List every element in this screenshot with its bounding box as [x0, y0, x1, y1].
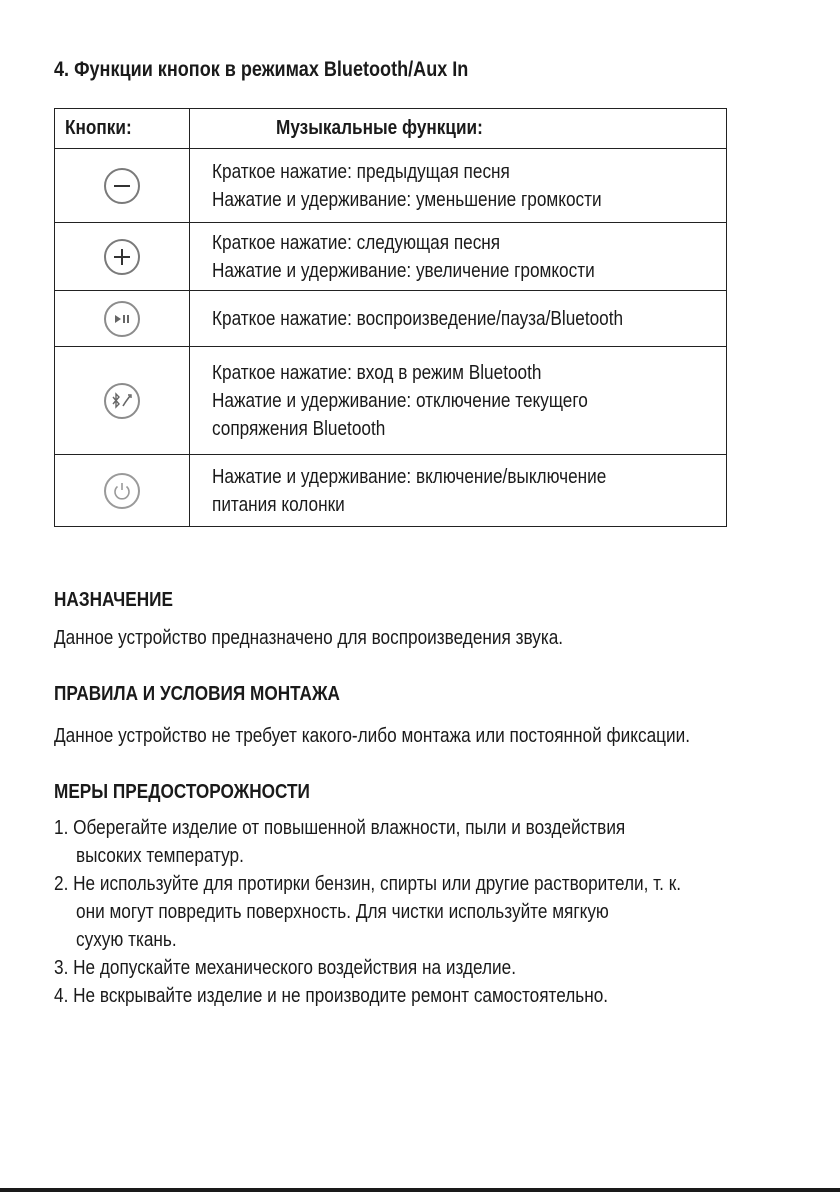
plus-button-icon	[102, 237, 142, 277]
play-pause-button-icon	[102, 299, 142, 339]
precautions-title: МЕРЫ ПРЕДОСТОРОЖНОСТИ	[54, 781, 310, 803]
row-text-line: Краткое нажатие: предыдущая песня	[212, 160, 510, 183]
list-item-continuation: высоких температур.	[76, 845, 244, 867]
table-row	[55, 347, 727, 455]
table-row	[55, 149, 727, 223]
row-text-line: Нажатие и удерживание: уменьшение громкости	[212, 188, 602, 211]
precautions-list	[54, 814, 783, 1010]
header-functions: Музыкальные функции:	[190, 109, 727, 149]
mounting-title: ПРАВИЛА И УСЛОВИЯ МОНТАЖА	[54, 683, 340, 705]
header-buttons: Кнопки:	[55, 109, 190, 149]
list-item: 4. Не вскрывайте изделие и не производите ремонт самостоятельно.	[54, 985, 609, 1007]
row-text-line: Краткое нажатие: вход в режим Bluetooth	[212, 361, 542, 384]
list-item: 3. Не допускайте механического воздействия на изделие.	[54, 957, 516, 979]
row-text-line: Нажатие и удерживание: увеличение громкости	[212, 259, 595, 282]
list-item: 1. Оберегайте изделие от повышенной влажности, пыли и воздействия	[54, 817, 626, 839]
purpose-text: Данное устройство предназначено для воспроизведения звука.	[54, 627, 564, 649]
minus-button-icon	[102, 166, 142, 206]
row-text-line: Нажатие и удерживание: включение/выключение	[212, 465, 607, 488]
purpose-title: НАЗНАЧЕНИЕ	[54, 589, 173, 611]
mounting-text: Данное устройство не требует какого-либо монтажа или постоянной фиксации.	[54, 725, 690, 747]
row-text-line: питания колонки	[212, 493, 345, 516]
list-item-continuation: они могут повредить поверхность. Для чистки используйте мягкую	[76, 901, 609, 923]
button-functions-table	[54, 108, 727, 527]
table-row	[55, 223, 727, 291]
row-text-line: Краткое нажатие: следующая песня	[212, 231, 501, 254]
row-text-line: Краткое нажатие: воспроизведение/пауза/Bluetooth	[212, 307, 624, 330]
power-button-icon	[102, 471, 142, 511]
row-text-line: Нажатие и удерживание: отключение текущего	[212, 389, 588, 412]
table-row	[55, 291, 727, 347]
table-header-row	[55, 109, 727, 149]
bluetooth-phone-button-icon	[102, 381, 142, 421]
list-item: 2. Не используйте для протирки бензин, спирты или другие растворители, т. к.	[54, 873, 681, 895]
page-bottom-border	[0, 1188, 840, 1192]
table-row	[55, 455, 727, 527]
row-text-line: сопряжения Bluetooth	[212, 417, 386, 440]
section-heading: 4. Функции кнопок в режимах Bluetooth/Aux In	[54, 58, 469, 81]
list-item-continuation: сухую ткань.	[76, 929, 177, 951]
